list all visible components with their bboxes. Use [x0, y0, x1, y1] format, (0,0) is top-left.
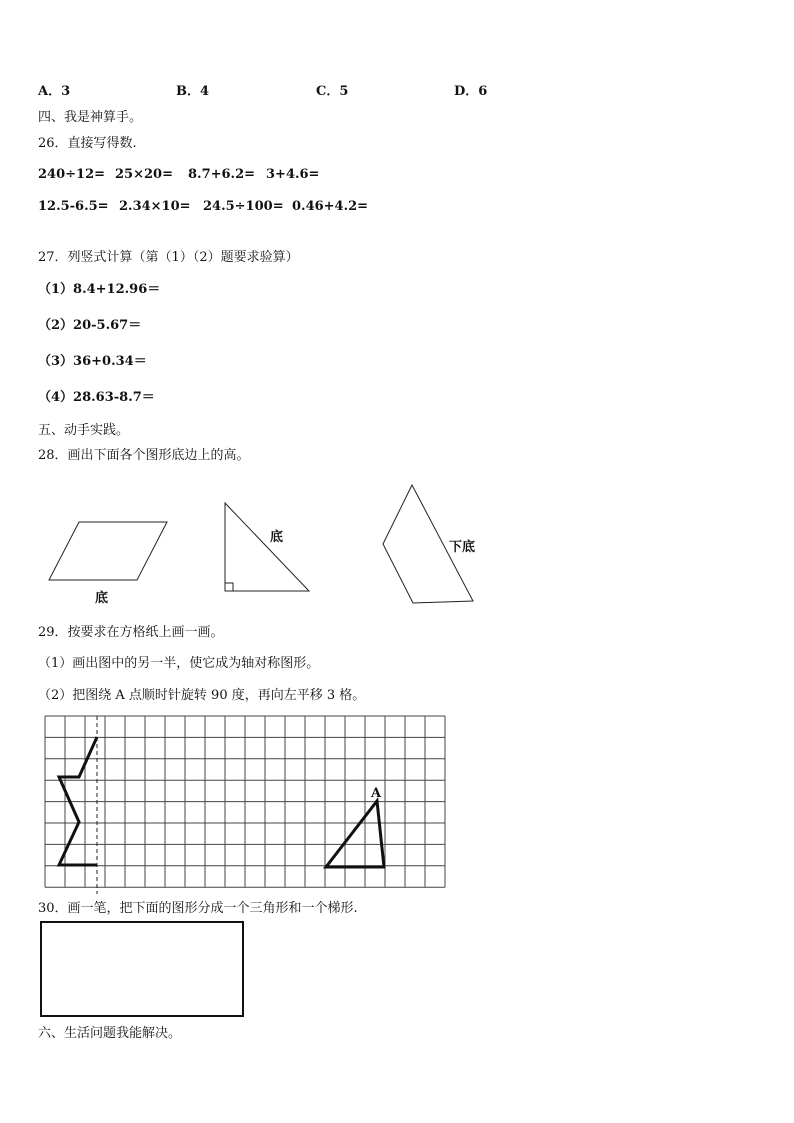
- q26-item: 240÷12=: [38, 167, 106, 182]
- triangle-outline: [326, 801, 384, 867]
- section-five-heading: 五、动手实践。: [38, 423, 130, 438]
- q29-stem: 29．按要求在方格纸上画一画。: [38, 625, 224, 640]
- triangle-base-label: 底: [270, 530, 284, 545]
- q29-part1: （1）画出图中的另一半，使它成为轴对称图形。: [38, 656, 320, 671]
- choice-d: D．6: [454, 84, 488, 99]
- grid-lines: [45, 716, 445, 887]
- q26-item: 3+4.6=: [266, 167, 320, 182]
- rectangle-shape: [40, 921, 244, 1017]
- q26-item: 24.5÷100=: [203, 199, 284, 214]
- q27-item: （2）20-5.67＝: [38, 318, 142, 333]
- section-four-heading: 四、我是神算手。: [38, 110, 143, 125]
- q30-stem: 30．画一笔，把下面的图形分成一个三角形和一个梯形.: [38, 901, 358, 916]
- q26-stem: 26．直接写得数.: [38, 136, 137, 151]
- q26-item: 25×20=: [115, 167, 173, 182]
- choice-b: B．4: [176, 84, 210, 99]
- q26-item: 0.46+4.2=: [292, 199, 369, 214]
- q26-item: 12.5-6.5=: [38, 199, 109, 214]
- trapezoid-base-label: 下底: [449, 540, 476, 555]
- q27-item: （1）8.4+12.96＝: [38, 282, 161, 297]
- parallelogram-base-label: 底: [95, 591, 109, 606]
- point-a-label: A: [371, 786, 382, 801]
- section-six-heading: 六、生活问题我能解决。: [38, 1026, 182, 1041]
- choice-a: A．3: [38, 84, 71, 99]
- q26-item: 8.7+6.2=: [188, 167, 256, 182]
- q29-part2: （2）把图绕 A 点顺时针旋转 90 度，再向左平移 3 格。: [38, 688, 366, 703]
- q27-item: （4）28.63-8.7＝: [38, 390, 155, 405]
- q26-item: 2.34×10=: [119, 199, 191, 214]
- q27-item: （3）36+0.34＝: [38, 354, 147, 369]
- q28-stem: 28．画出下面各个图形底边上的高。: [38, 448, 250, 463]
- q27-stem: 27．列竖式计算（第（1）（2）题要求验算）: [38, 250, 299, 265]
- choice-c: C．5: [316, 84, 349, 99]
